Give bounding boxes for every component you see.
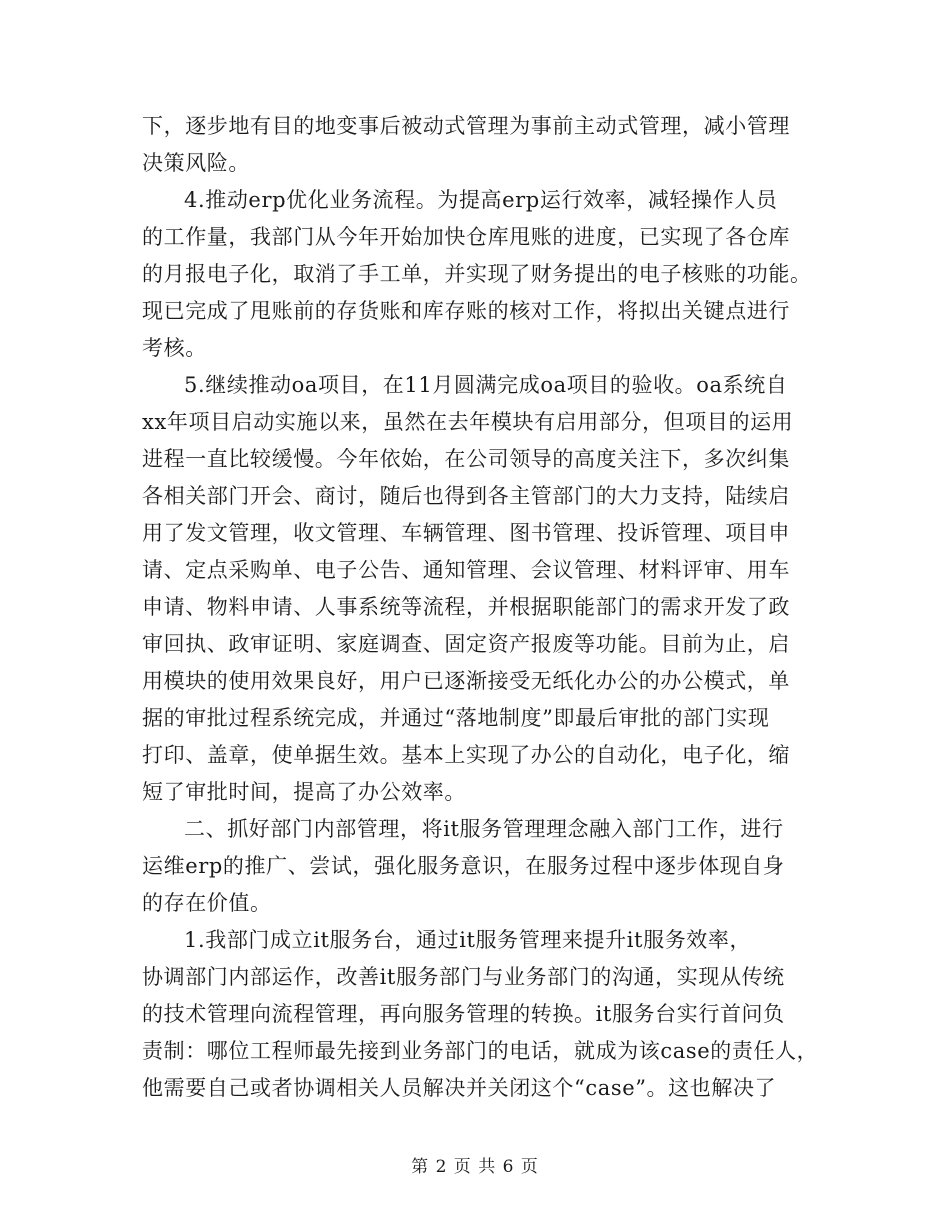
- text-line: 各相关部门开会、商讨，随后也得到各主管部门的大力支持，陆续启: [142, 484, 790, 508]
- text-line: 1.我部门成立it服务台，通过it服务管理来提升it服务效率，: [184, 928, 752, 952]
- text-line: 运维erp的推广、尝试，强化服务意识，在服务过程中逐步体现自身: [142, 854, 785, 878]
- text-line: 决策风险。: [142, 151, 250, 175]
- text-line: 考核。: [142, 336, 207, 360]
- text-line: 进程一直比较缓慢。今年依始，在公司领导的高度关注下，多次纠集: [142, 447, 790, 471]
- text-line: 现已完成了甩账前的存货账和库存账的核对工作，将拟出关键点进行: [142, 299, 790, 323]
- text-line: 5.继续推动oa项目，在11月圆满完成oa项目的验收。oa系统自: [184, 373, 788, 397]
- text-line: 申请、物料申请、人事系统等流程，并根据职能部门的需求开发了政: [142, 595, 790, 619]
- text-line: 下，逐步地有目的地变事后被动式管理为事前主动式管理，减小管理: [142, 114, 790, 138]
- page-number-footer: 第 2 页 共 6 页: [411, 1157, 539, 1177]
- text-line: 的月报电子化，取消了手工单，并实现了财务提出的电子核账的功能。: [142, 262, 812, 286]
- text-line: 短了审批时间，提高了办公效率。: [142, 780, 466, 804]
- text-line: 二、抓好部门内部管理，将it服务管理理念融入部门工作，进行: [184, 817, 784, 841]
- text-line: 的工作量，我部门从今年开始加快仓库甩账的进度，已实现了各仓库: [142, 225, 790, 249]
- text-line: 用模块的使用效果良好，用户已逐渐接受无纸化办公的办公模式，单: [142, 669, 790, 693]
- text-line: 4.推动erp优化业务流程。为提高erp运行效率，减轻操作人员: [184, 188, 778, 212]
- text-line: 的技术管理向流程管理，再向服务管理的转换。it服务台实行首问负: [142, 1002, 785, 1026]
- text-line: 打印、盖章，使单据生效。基本上实现了办公的自动化，电子化，缩: [142, 743, 790, 767]
- document-body: [142, 108, 819, 1107]
- text-line: 据的审批过程系统完成，并通过“落地制度”即最后审批的部门实现: [142, 706, 770, 730]
- text-line: 审回执、政审证明、家庭调查、固定资产报废等功能。目前为止，启: [142, 632, 790, 656]
- text-line: 协调部门内部运作，改善it服务部门与业务部门的沟通，实现从传统: [142, 965, 785, 989]
- text-line: 的存在价值。: [142, 891, 272, 915]
- text-line: 用了发文管理，收文管理、车辆管理、图书管理、投诉管理、项目申: [142, 521, 790, 545]
- text-line: 他需要自己或者协调相关人员解决并关闭这个“case”。这也解决了: [142, 1076, 777, 1100]
- text-line: xx年项目启动实施以来，虽然在去年模块有启用部分，但项目的运用: [142, 410, 794, 434]
- text-line: 责制：哪位工程师最先接到业务部门的电话，就成为该case的责任人，: [142, 1039, 819, 1063]
- text-line: 请、定点采购单、电子公告、通知管理、会议管理、材料评审、用车: [142, 558, 790, 582]
